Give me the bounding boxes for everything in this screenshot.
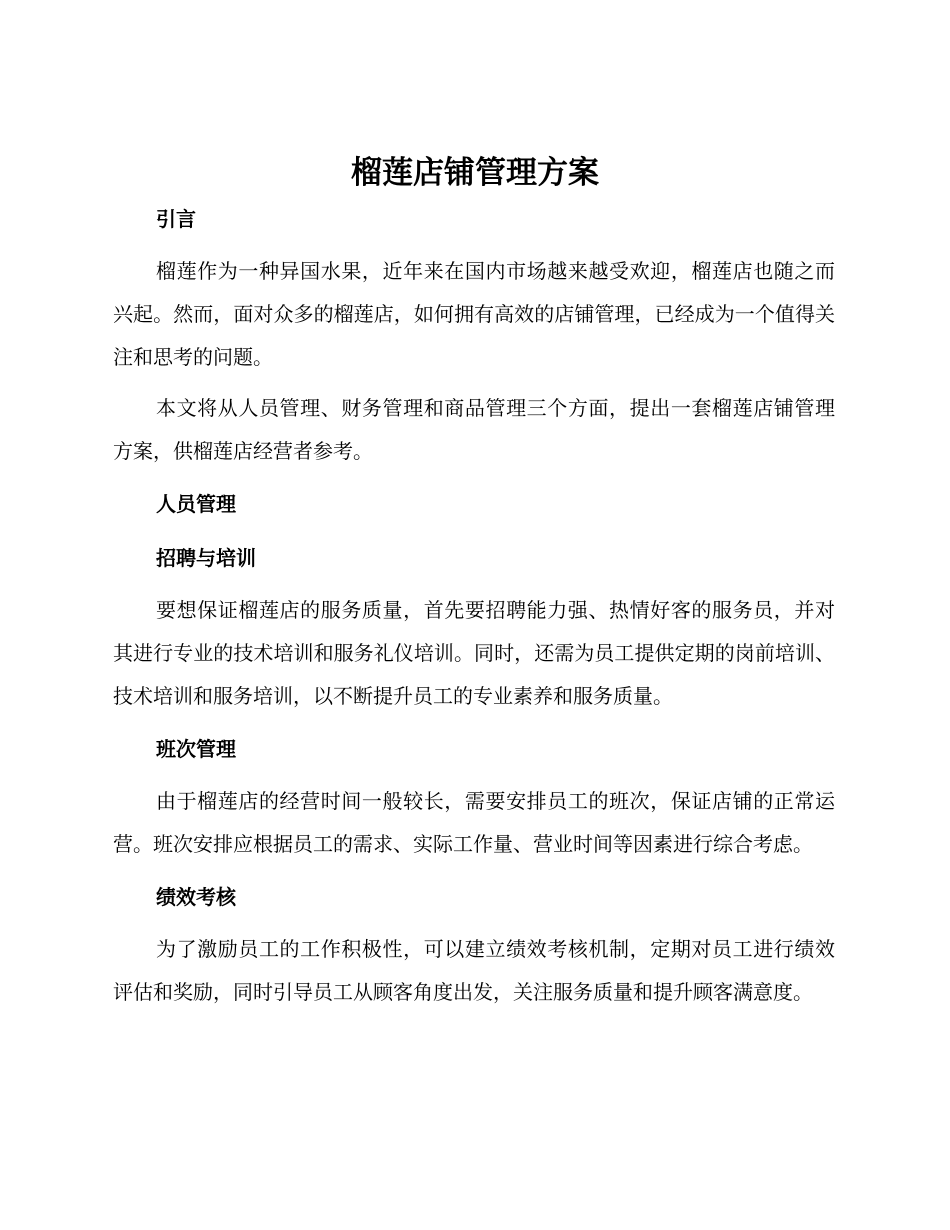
paragraph-shift: 由于榴莲店的经营时间一般较长，需要安排员工的班次，保证店铺的正常运营。班次安排应根据员工的需求、实际工作量、营业时间等因素进行综合考虑。 <box>113 789 835 856</box>
paragraph-recruit: 要想保证榴莲店的服务质量，首先要招聘能力强、热情好客的服务员，并对其进行专业的技术培训和服务礼仪培训。同时，还需为员工提供定期的岗前培训、技术培训和服务培训，以不断提升员工的专业素养和服务质量。 <box>113 598 835 708</box>
paragraph-performance: 为了激励员工的工作积极性，可以建立绩效考核机制，定期对员工进行绩效评估和奖励，同时引导员工从顾客角度出发，关注服务质量和提升顾客满意度。 <box>113 937 835 1004</box>
paragraph-intro-2: 本文将从人员管理、财务管理和商品管理三个方面，提出一套榴莲店铺管理方案，供榴莲店经营者参考。 <box>113 396 835 463</box>
section-heading-intro: 引言 <box>156 207 196 231</box>
section-heading-personnel: 人员管理 <box>156 492 236 516</box>
paragraph-intro-1: 榴莲作为一种异国水果，近年来在国内市场越来越受欢迎，榴莲店也随之而兴起。然而，面对众多的榴莲店，如何拥有高效的店铺管理，已经成为一个值得关注和思考的问题。 <box>113 259 835 369</box>
subsection-heading-shift: 班次管理 <box>156 737 236 761</box>
subsection-heading-performance: 绩效考核 <box>156 885 236 909</box>
document-title: 榴莲店铺管理方案 <box>351 155 599 191</box>
document-body <box>113 196 835 1014</box>
subsection-heading-recruit: 招聘与培训 <box>156 546 256 570</box>
